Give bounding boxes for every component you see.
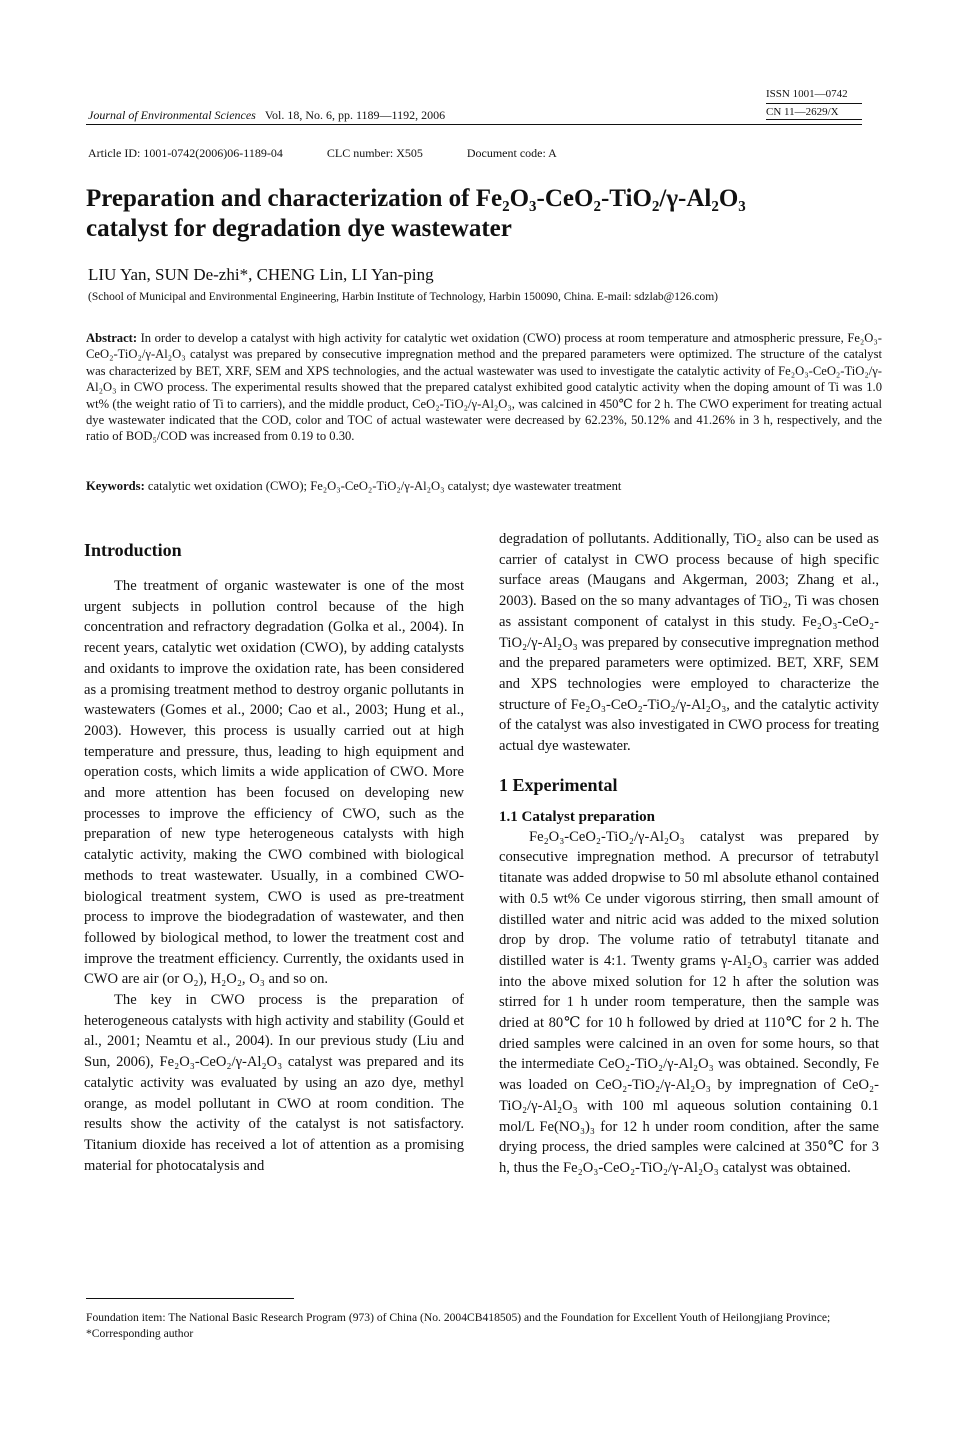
footnote-rule <box>86 1298 294 1299</box>
abstract-text: In order to develop a catalyst with high activity for catalytic wet oxidation (CWO) process at room temperature and atmospheric pressure, Fe₂O₃-CeO₂-TiO₂/γ-Al₂O₃ catalyst was prepared by consecutive impregnation method and the prepared parameters were optimized. The structure of the catalyst was characterized by BET, XRF, SEM and XPS technologies, and the actual wastewater was used to investigate the catalytic activity of Fe₂O₃-CeO₂-TiO₂/γ-Al₂O₃ in CWO process. The experimental results showed that the prepared catalyst exhibited good catalytic activity when the doping amount of Ti was 1.0 wt% (the weight ratio of Ti to carriers), and the middle product, CeO₂-TiO₂/γ-Al₂O₃, was calcined in 450℃ for 2 h. The CWO experiment for treating actual dye wastewater indicated that the COD, color and TOC of actual wastewater were decreased by 62.23%, 50.12% and 41.26% in 3 h, respectively, and the ratio of BOD₅/COD was increased from 0.19 to 0.30. <box>86 331 882 444</box>
article-identifiers <box>88 146 557 161</box>
intro-paragraph-3: degradation of pollutants. Additionally, TiO₂ also can be used as carrier of catalyst in CWO process because of high specific surface areas (Maugans and Akgerman, 2003; Zhang et al., 2003). Based on the so many advantages of TiO₂, Ti was chosen as assistant component of catalyst in this study. Fe₂O₃-CeO₂-TiO₂/γ-Al₂O₃ was prepared by consecutive impregnation method and the prepared parameters were optimized. BET, XRF, SEM and XPS technologies were employed to characterize the structure of Fe₂O₃-CeO₂-TiO₂/γ-Al₂O₃, and the catalytic activity of the catalyst was also investigated in CWO process for treating actual dye wastewater. <box>499 531 879 755</box>
volume-pages: Vol. 18, No. 6, pp. 1189—1192, 2006 <box>264 108 446 122</box>
catalyst-preparation-paragraph: Fe₂O₃-CeO₂-TiO₂/γ-Al₂O₃ catalyst was prepared by consecutive impregnation method. A precursor of tetrabutyl titanate was added dropwise to 50 ml absolute ethanol contained with 0.5 wt% Ce under vigorous stirring, then small amount of distilled water and nitric acid was added to the mixed solution drop by drop. The volume ratio of tetrabutyl titanate and distilled water is 4:1. Twenty grams γ-Al₂O₃ carrier was added into the above mixed solution for 12 h after the solution was stirred for 1 h under room temperature, then the sample was dried at 80℃ for 10 h followed by dried at 110℃ for 2 h. The dried samples were calcined in an oven for some hours, so that the intermediate CeO₂-TiO₂/γ-Al₂O₃ was obtained. Secondly, Fe was loaded on CeO₂-TiO₂/γ-Al₂O₃ by impregnation of CeO₂-TiO₂/γ-Al₂O₃ with 100 ml aqueous solution containing 0.1 mol/L Fe(NO₃)₃ for 12 h under room condition, after the same drying process, the dried samples were calcined at 350℃ for 3 h, thus the Fe₂O₃-CeO₂-TiO₂/γ-Al₂O₃ catalyst was obtained. <box>499 828 879 1176</box>
left-column <box>84 538 464 1176</box>
article-id: Article ID: 1001-0742(2006)06-1189-04 <box>88 146 283 160</box>
abstract-label: Abstract: <box>86 331 138 345</box>
footnote: Foundation item: The National Basic Research Program (973) of China (No. 2004CB418505) and the Foundation for Excellent Youth of Heilongjiang Province; *Corresponding author <box>86 1311 831 1340</box>
catalyst-preparation-heading: 1.1 Catalyst preparation <box>499 808 655 825</box>
issn-block <box>766 88 862 120</box>
keywords-label: Keywords: <box>86 479 145 493</box>
cn-number: CN 11—2629/X <box>766 103 862 120</box>
header-rule <box>86 124 862 125</box>
keywords-text: catalytic wet oxidation (CWO); Fe₂O₃-CeO₂-TiO₂/γ-Al₂O₃ catalyst; dye wastewater treatment <box>147 479 622 493</box>
journal-name: Journal of Environmental Sciences <box>88 108 256 122</box>
introduction-heading: Introduction <box>84 540 182 560</box>
authors: LIU Yan, SUN De-zhi*, CHENG Lin, LI Yan-ping <box>88 265 434 284</box>
right-column <box>499 529 879 1179</box>
paper-title <box>86 184 886 244</box>
abstract <box>86 330 882 445</box>
title-line-1: Preparation and characterization of Fe₂O₃-CeO₂-TiO₂/γ-Al₂O₃ <box>86 185 746 212</box>
document-code: Document code: A <box>466 146 557 160</box>
experimental-heading: 1 Experimental <box>499 774 618 795</box>
affiliation: (School of Municipal and Environmental Engineering, Harbin Institute of Technology, Harbin 150090, China. E-mail: sdzlab@126.com) <box>88 291 719 303</box>
intro-paragraph-2: The key in CWO process is the preparation of heterogeneous catalysts with high activity and stability (Gould et al., 2001; Neamtu et al., 2004). In our previous study (Liu and Sun, 2006), Fe₂O₃-CeO₂/γ-Al₂O₃ catalyst was prepared and its catalytic activity was evaluated by using an azo dye, methyl orange, as model pollutant in CWO at room condition. The results show the activity of the catalyst is not satisfactory. Titanium dioxide has received a lot of attention as a promising material for photocatalysis and <box>84 992 464 1174</box>
clc-number: CLC number: X505 <box>326 146 423 160</box>
journal-citation <box>88 108 445 123</box>
issn: ISSN 1001—0742 <box>766 88 848 100</box>
intro-paragraph-1: The treatment of organic wastewater is one of the most urgent subjects in pollution control because of the high concentration and refractory degradation (Golka et al., 2004). In recent years, catalytic wet oxidation (CWO), by adding catalysts and oxidants to improve the oxidation rate, has been considered as a promising treatment method to destroy organic pollutants in wastewaters (Gomes et al., 2000; Cao et al., 2003; Hung et al., 2003). However, this process is usually carried out at high temperature and pressure, thus, leading to high equipment and operation costs, which limits a wide application of CWO. More and more attention has been focused on developing new processes to improve the efficiency of CWO, such as the preparation of new type heterogeneous catalysts with high catalytic activity, making the CWO combined with biological methods to treat wastewater. Usually, in a combined CWO-biological treatment system, CWO is used as pre-treatment process to improve the biodegradation of wastewater, and then followed by biological method, to lower the treatment cost and improve the treatment efficiency. Currently, the oxidants used in CWO are air (or O₂), H₂O₂, O₃ and so on. <box>84 578 464 988</box>
title-line-2: catalyst for degradation dye wastewater <box>86 215 512 242</box>
keywords <box>86 478 882 494</box>
